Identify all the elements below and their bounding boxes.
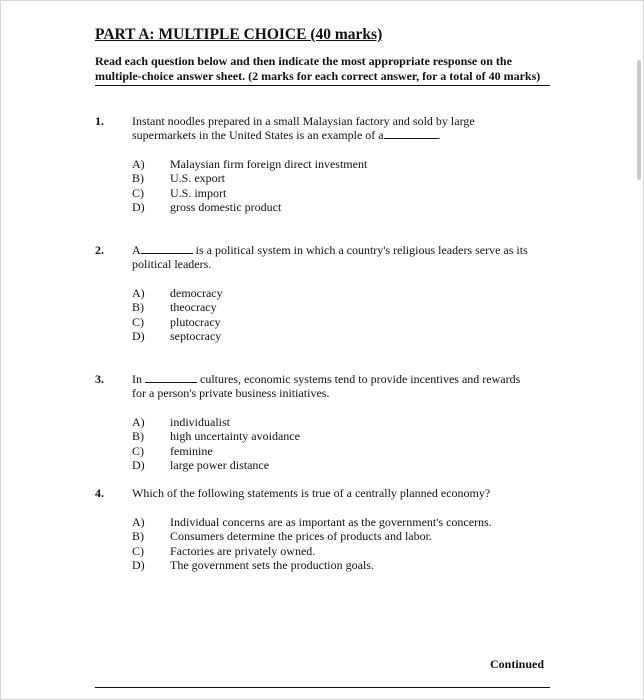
- option-letter: A): [132, 415, 145, 429]
- question-text-part: .: [437, 128, 441, 142]
- option-text: U.S. export: [170, 171, 225, 186]
- instructions-line-1: Read each question below and then indicate the most appropriate response on the: [95, 54, 512, 68]
- question-number: 3.: [95, 372, 104, 386]
- option-text: large power distance: [170, 457, 270, 472]
- part-title: PART A: MULTIPLE CHOICE (40 marks): [95, 26, 383, 43]
- option-text: democracy: [170, 286, 223, 300]
- option-letter: D): [132, 328, 145, 343]
- question-text: [132, 486, 547, 500]
- option-text: Factories are privately owned.: [170, 543, 316, 558]
- option-letter: C): [132, 543, 144, 558]
- option-text: feminine: [170, 443, 213, 458]
- footer-rule: [95, 687, 550, 688]
- option-letter: A): [132, 515, 145, 529]
- option-text: Individual concerns are as important as the government's concerns.: [170, 515, 492, 529]
- option-text: high uncertainty avoidance: [170, 429, 300, 444]
- question-line: Which of the following statements is true of a centrally planned economy?: [132, 486, 491, 500]
- question-number: 1.: [95, 114, 104, 128]
- question-text-part: supermarkets in the United States is an example of a: [132, 128, 384, 142]
- instructions: [95, 54, 550, 84]
- option-letter: C): [132, 314, 144, 329]
- answer-blank: [145, 372, 197, 383]
- question-text: [132, 243, 547, 271]
- question-line: for a person's private business initiatives.: [132, 386, 330, 400]
- question-line: Instant noodles prepared in a small Malaysian factory and sold by large: [132, 114, 475, 128]
- option-text: Consumers determine the prices of products and labor.: [170, 529, 432, 544]
- answer-blank: [141, 243, 193, 254]
- option-letter: D): [132, 199, 145, 214]
- option-letter: B): [132, 429, 144, 444]
- option-text: Malaysian firm foreign direct investment: [170, 157, 368, 171]
- question-line: [132, 128, 441, 142]
- question-text-part: In: [132, 372, 142, 386]
- scrollbar[interactable]: [637, 60, 641, 180]
- option-letter: A): [132, 157, 145, 171]
- question-text: [132, 114, 547, 142]
- question-text: [132, 372, 547, 400]
- question-text-part: is a political system in which a country's religious leaders serve as its: [195, 243, 528, 257]
- option-letter: A): [132, 286, 145, 300]
- option-letter: D): [132, 457, 145, 472]
- question-number: 4.: [95, 486, 104, 500]
- question-line: [132, 372, 520, 386]
- option-text: gross domestic product: [170, 199, 282, 214]
- option-letter: D): [132, 557, 145, 572]
- continued-label: Continued: [490, 657, 545, 671]
- question-line: [132, 243, 528, 257]
- option-text: septocracy: [170, 328, 222, 343]
- option-text: The government sets the production goals.: [170, 557, 374, 572]
- instructions-line-2: multiple-choice answer sheet. (2 marks for each correct answer, for a total of 40 marks): [95, 69, 541, 83]
- option-text: individualist: [170, 415, 230, 429]
- option-text: theocracy: [170, 300, 217, 315]
- option-letter: C): [132, 185, 144, 200]
- question-text-part: cultures, economic systems tend to provide incentives and rewards: [200, 372, 521, 386]
- option-text: plutocracy: [170, 314, 221, 329]
- option-letter: B): [132, 529, 144, 544]
- instructions-underline: [95, 85, 550, 86]
- option-text: U.S. import: [170, 185, 227, 200]
- option-letter: C): [132, 443, 144, 458]
- option-letter: B): [132, 300, 144, 315]
- question-line: political leaders.: [132, 257, 212, 271]
- question-text-part: A: [132, 243, 141, 257]
- question-number: 2.: [95, 243, 104, 257]
- answer-blank: [384, 128, 438, 139]
- option-letter: B): [132, 171, 144, 186]
